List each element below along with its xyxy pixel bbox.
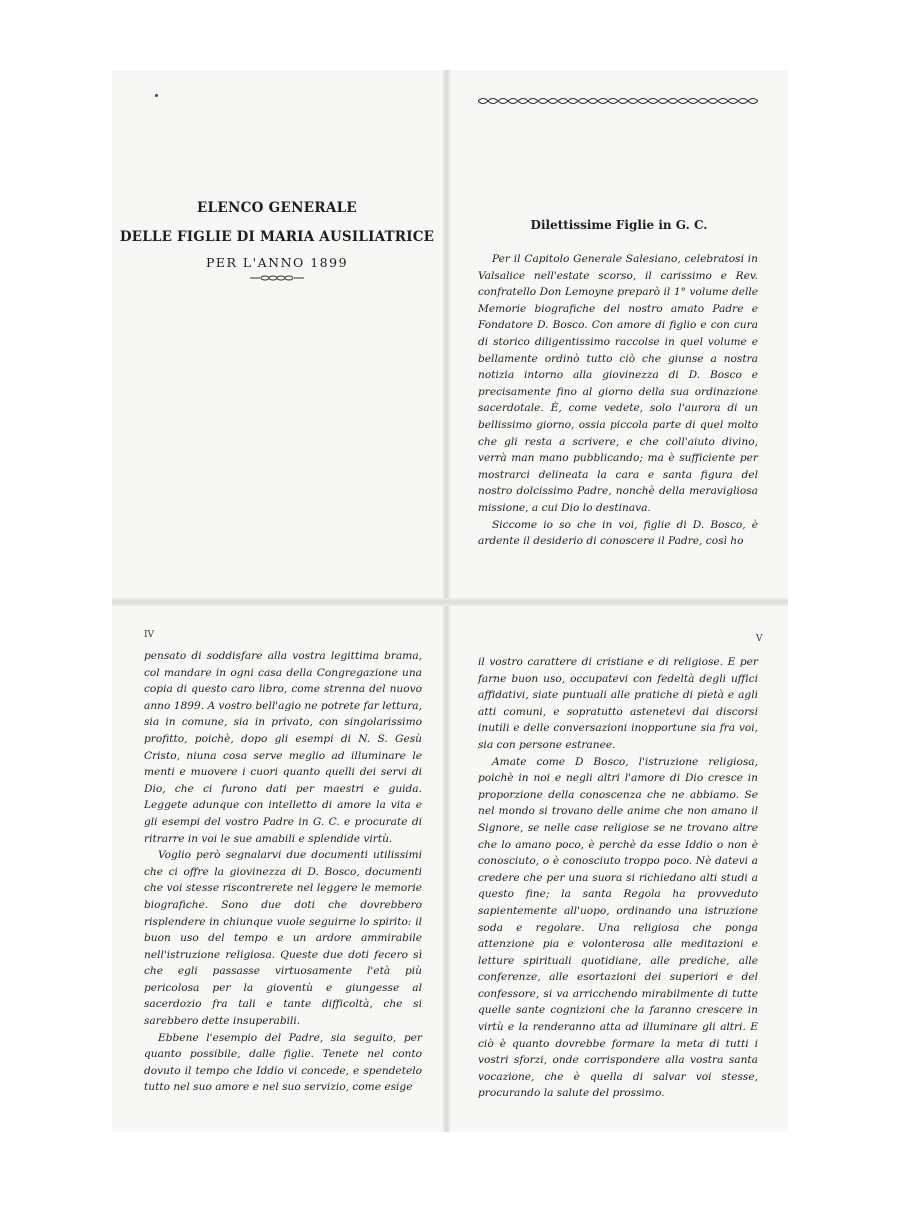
page-number: V	[756, 634, 763, 644]
letter-body	[478, 654, 758, 1102]
title-page	[112, 70, 442, 598]
ink-speck	[155, 94, 158, 97]
paragraph: pensato di soddisfare alla vostra legittima brama, col mandare in ogni casa della Congregazione una copia di questo caro libro, come strenna del nuovo anno 1899. A vostro bell'agio ne potrete far lettura, sia in comune, sia in privato, con singolarissimo profitto, poichè, dopo gli esempi di N. S. Gesù Cristo, niuna cosa serve meglio ad illuminare le menti e muovere i cuori quanto quelli dei servi di Dio, che ci furono dati per maestri e guida. Leggete adunque con intelletto di amore la vita e gli esempi del vostro Padre in G. C. e procurate di ritrarre in voi le sue amabili e splendide virtù.	[144, 650, 422, 845]
title-line-1: ELENCO GENERALE	[196, 200, 358, 216]
page-number: IV	[144, 630, 155, 640]
title-line-2: DELLE FIGLIE DI MARIA AUSILIATRICE	[119, 229, 435, 245]
paragraph: Per il Capitolo Generale Salesiano, celebratosi in Valsalice nell'estate scorso, il carissimo e Rev. confratello Don Lemoyne preparò il 1° volume delle Memorie biografiche del nostro amato Padre e Fondatore D. Bosco. Con amore di figlio e con cura di storico diligentissimo raccolse in quel volume e bellamente ordinò tutto ciò che giunse a nostra notizia intorno alla giovinezza di D. Bosco e precisamente fino al giorno della sua ordinazione sacerdotale. È, come vedete, solo l'aurora di un bellissimo giorno, ossia piccola parte di quel molto che gli resta a scrivere, e che coll'aiuto divino, verrà man mano pubblicando; ma è sufficiente per mostrarci delineata la cara e santa figura del nostro dolcissimo Padre, nonchè della meravigliosa missione, a cui Dio lo destinava.	[478, 253, 758, 514]
decorative-border-icon	[478, 96, 758, 106]
letter-body	[478, 251, 758, 550]
letter-page-start	[450, 70, 788, 598]
paragraph: Siccome io so che in voi, figlie di D. Bosco, è ardente il desiderio di conoscere il Padre, così ho	[478, 518, 758, 548]
horizontal-fold	[112, 598, 788, 606]
paragraph: Voglio però segnalarvi due documenti utilissimi che ci offre la giovinezza di D. Bosco, documenti che voi stesse riscontrerete nel leggere le memorie biografiche. Sono due doti che dovrebbero risplendere in chiunque vuole seguirne lo spirito: il buon uso del tempo e un ardore ammirabile nell'istruzione religiosa. Queste due doti fecero sì che egli passasse virtuosamente l'età più pericolosa per la gioventù e giungesse al sacerdozio fra tali e tante difficoltà, che si sarebbero dette insuperabili.	[144, 849, 422, 1028]
paragraph: il vostro carattere di cristiane e di religiose. E per farne buon uso, occupatevi con fedeltà degli uffici affidativi, siate puntuali alle pratiche di pietà e agli atti comuni, e sopratutto astenetevi dai discorsi inutili e delle conversazioni inopportune sia fra voi, sia con persone estranee.	[478, 656, 758, 751]
paragraph: Amate come D Bosco, l'istruzione religiosa, poichè in noi e negli altri l'amore di Dio cresce in proporzione della conoscenza che ne abbiamo. Se nel mondo si trovano delle anime che non amano il Signore, se nelle case religiose se ne trovano altre che lo amano poco, è perchè da esse Iddio o non è conosciuto, o è conosciuto troppo poco. Nè datevi a credere che per una suora si richiedano alti studi a questo fine; la santa Regola ha provveduto sapientemente all'uopo, ordinando una istruzione soda e regolare. Una religiosa che ponga attenzione pia e volonterosa alle meditazioni e letture spirituali quotidiane, alle prediche, alle conferenze, alle esortazioni dei superiori e del confessore, si va arricchendo mirabilmente di tutte quelle sante cognizioni che la faranno crescere in virtù e la renderanno atta ad illuminare gli altri. E ciò è quanto dovrebbe formare la meta di tutti i vostri sforzi, onde corrispondere alla vostra santa vocazione, che è quella di salvar voi stesse, procurando la salute del prossimo.	[478, 755, 758, 1100]
title-block	[112, 200, 442, 282]
letter-page-iv	[112, 606, 442, 1132]
letter-body	[144, 648, 422, 1096]
letter-page-v	[450, 606, 788, 1132]
small-ornament-icon	[250, 274, 304, 282]
letter-salutation: Dilettissime Figlie in G. C.	[530, 218, 708, 232]
title-year: PER L'ANNO 1899	[205, 255, 349, 270]
paragraph: Ebbene l'esempio del Padre, sia seguito, per quanto possibile, dalle figlie. Tenete nel conto dovuto il tempo che Iddio vi concede, e spendetelo tutto nel suo amore e nel suo servizio, come esige	[144, 1031, 422, 1094]
